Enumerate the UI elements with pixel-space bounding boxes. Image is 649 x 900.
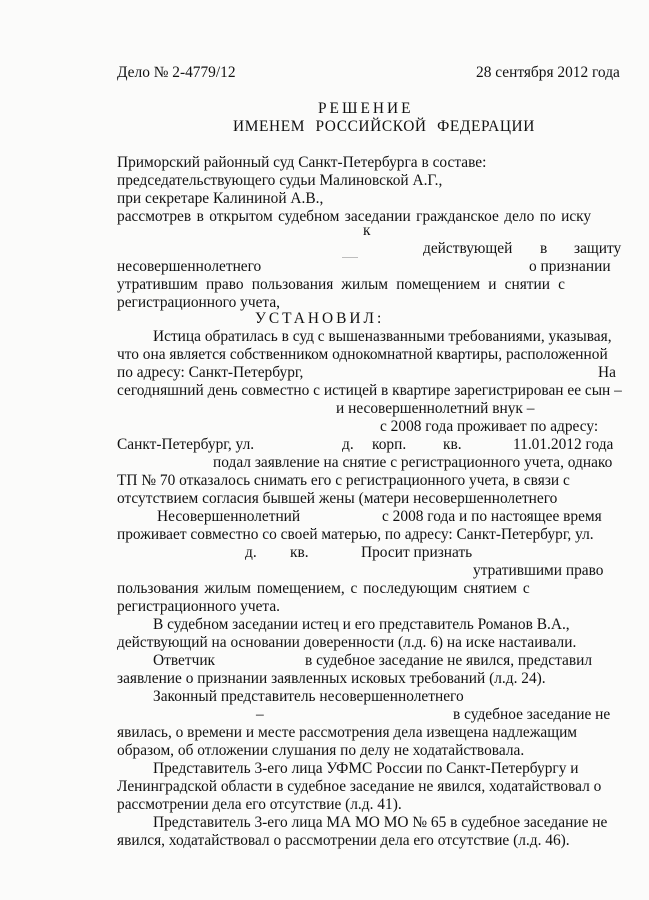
p1-line1: Истица обратилась в суд с вышеназванными требованиями, указывая, [153, 328, 612, 345]
intro-registration: регистрационного учета, [117, 294, 281, 311]
p4-line2-rest: в судебное заседание не [453, 706, 611, 723]
p1-line3: по адресу: Санкт-Петербург, [117, 364, 304, 381]
p1-line11-since: с 2008 года и по настоящее время [382, 508, 602, 525]
p1-line13-request: Просит признать [361, 544, 473, 561]
intro-recognition: о признании [529, 258, 611, 275]
intro-secretary: при секретаре Калининой А.В., [117, 190, 324, 207]
intro-court: Приморский районный суд Санкт-Петербурга в составе: [117, 154, 487, 171]
intro-acting: действующей [423, 240, 513, 257]
intro-minor: несовершеннолетнего [117, 258, 262, 275]
p1-line12: проживает совместно со своей матерью, по адресу: Санкт-Петербург, ул. [117, 526, 594, 543]
p1-line7-apt: кв. [443, 436, 462, 453]
p1-line4: сегодняшний день совместно с истицей в квартире зарегистрирован ее сын – [117, 382, 622, 399]
p1-line14: утратившими право [473, 562, 604, 579]
p5-line2: Ленинградской области в судебное заседание не явился, ходатайствовал о [117, 778, 602, 795]
p1-line15: пользования жилым помещением, с последующим снятием с [117, 580, 530, 597]
p1-line16: регистрационного учета. [117, 598, 281, 615]
intro-considering: рассмотрев в открытом судебном заседании гражданское дело по иску [117, 208, 592, 225]
p1-line7-house: д. [342, 436, 354, 453]
p5-line3: рассмотрении дела его отсутствие (л.д. 41). [117, 796, 402, 813]
p6-line1: Представитель 3-его лица МА МО МО № 65 в судебное заседание не [153, 814, 608, 831]
p2-line2: действующий на основании доверенности (л.д. 6) на иске настаивали. [117, 634, 577, 651]
p3-line1-rest: в судебное заседание не явился, представил [305, 652, 593, 669]
p1-line13-apt: кв. [290, 544, 309, 561]
document-subtitle: ИМЕНЕМ РОССИЙСКОЙ ФЕДЕРАЦИИ [233, 118, 535, 135]
p1-line11-minor: Несовершеннолетний [157, 508, 301, 525]
p1-line8: подал заявление на снятие с регистрационного учета, однако [213, 454, 613, 471]
p1-line5: и несовершеннолетний внук – [336, 400, 535, 417]
p1-line9: ТП № 70 отказалось снимать его с регистрационного учета, в связи с [117, 472, 570, 489]
p1-line6: с 2008 года проживает по адресу: [380, 418, 599, 435]
p1-line7-building: корп. [372, 436, 407, 453]
document-date: 28 сентября 2012 года [476, 64, 620, 81]
established-heading: УСТАНОВИЛ: [255, 310, 385, 327]
p4-line3: явилась, о времени и месте рассмотрения дела извещена надлежащим [117, 724, 578, 741]
p4-line2-dash: – [256, 706, 264, 723]
intro-judge: председательствующего судьи Малиновской А.Г., [117, 172, 443, 189]
intro-k: к [363, 222, 371, 239]
p1-line3-end: На [598, 364, 616, 381]
p4-line4: образом, об отложении слушания по делу не ходатайствовала. [117, 742, 525, 759]
p3-line2: заявление о признании заявленных исковых требований (л.д. 24). [117, 670, 546, 687]
p3-line1-defendant: Ответчик [153, 652, 216, 669]
p1-line10: отсутствием согласия бывшей жены (матери несовершеннолетнего [117, 490, 558, 507]
p1-line13-house: д. [245, 544, 257, 561]
intro-in: в [540, 240, 548, 257]
p5-line1: Представитель 3-его лица УФМС России по Санкт-Петербургу и [153, 760, 579, 777]
document-title: РЕШЕНИЕ [318, 100, 414, 117]
p1-line2: что она является собственником однокомнатной квартиры, расположенной [117, 346, 608, 363]
intro-defense: защиту [574, 240, 622, 257]
p6-line2: явился, ходатайствовал о рассмотрении дела его отсутствие (л.д. 46). [117, 832, 570, 849]
redaction-mark [342, 257, 358, 258]
p2-line1: В судебном заседании истец и его представитель Романов В.А., [153, 616, 570, 633]
p1-line7-date: 11.01.2012 года [513, 436, 614, 453]
intro-lost-right: утратившим право пользования жилым помещением и снятии с [117, 276, 565, 293]
p4-line1: Законный представитель несовершеннолетнего [153, 688, 464, 705]
case-number: Дело № 2-4779/12 [117, 64, 236, 81]
p1-line7-street: Санкт-Петербург, ул. [117, 436, 255, 453]
